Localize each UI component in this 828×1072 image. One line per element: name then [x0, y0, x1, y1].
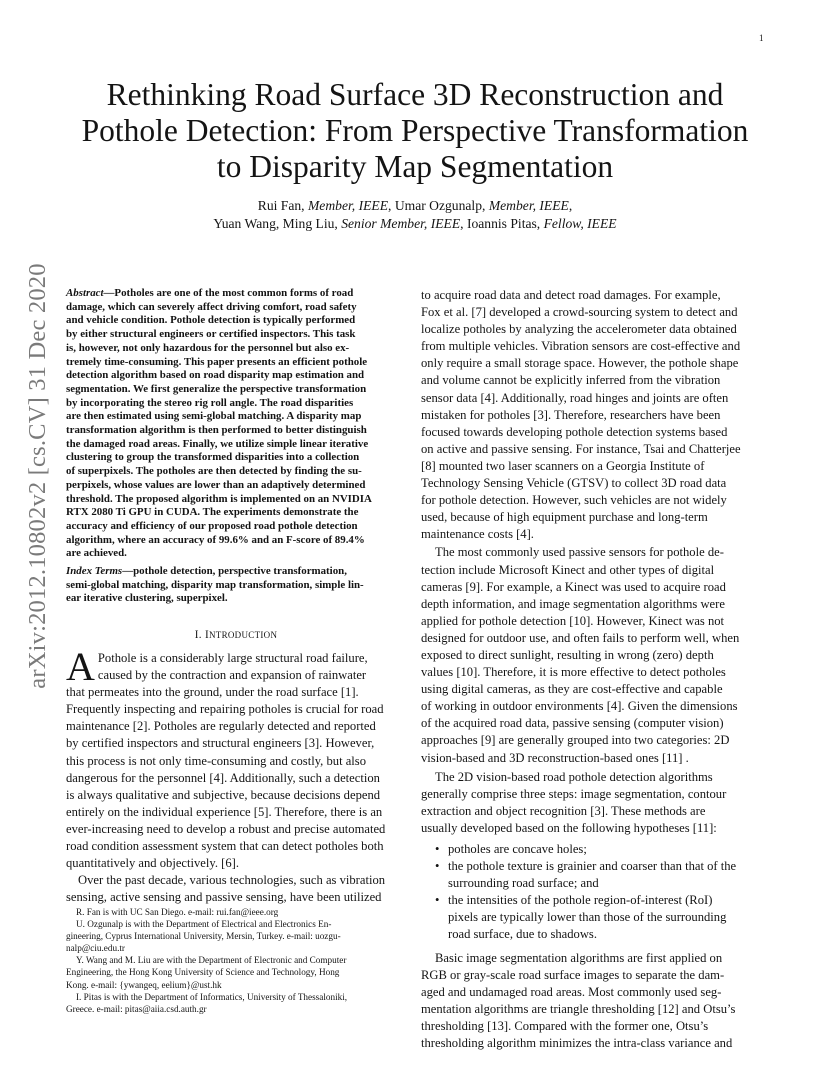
index-terms-line: semi-global matching, disparity map transformation, simple lin-: [66, 578, 364, 591]
list-item-line: pixels are typically lower than those of the surrounding: [448, 910, 727, 925]
author-line-1: [40, 197, 790, 215]
footnote-line: nalp@ciu.edu.tr: [66, 943, 125, 954]
abstract-line: of superpixels. The potholes are then detected by finding the su-: [66, 465, 362, 478]
paragraph: [421, 769, 763, 837]
body-line: only require a small storage space. However, the pothole shape: [421, 356, 739, 371]
abstract-line: are then estimated using semi-global matching. A disparity map: [66, 410, 362, 423]
intro-line: caused by the contraction and expansion of rainwater: [97, 668, 367, 683]
abstract-line: and vehicle condition. Pothole detection is typically performed: [66, 314, 356, 327]
footnote: [66, 954, 406, 990]
abstract-line: detection algorithm based on road disparity map estimation and: [66, 369, 365, 382]
abstract-line: [66, 287, 406, 301]
arxiv-identifier: arXiv:2012.10802v2 [cs.CV] 31 Dec 2020: [24, 263, 51, 689]
body-line: on active and passive sensing. For instance, Tsai and Chatterjee: [421, 441, 741, 456]
list-item-line: surrounding road surface; and: [448, 876, 599, 891]
footnote: [66, 906, 406, 918]
abstract-line: by either structural engineers or certified inspectors. This task: [66, 328, 356, 341]
intro-line: road condition assessment system that can detect potholes both: [66, 839, 384, 854]
body-line: The 2D vision-based road pothole detection algorithms: [435, 769, 713, 784]
paragraph: [421, 544, 763, 766]
title-line: to Disparity Map Segmentation: [216, 149, 614, 184]
index-terms-text: —pothole detection, perspective transformation,: [122, 565, 347, 577]
footnote-line: Y. Wang and M. Liu are with the Department of Electronic and Computer: [76, 955, 347, 966]
list-item: [421, 892, 763, 943]
section-title-rest: NTRODUCTION: [208, 630, 278, 640]
author-membership: Fellow, IEEE: [543, 216, 617, 231]
abstract-line: transformation algorithm is then performed to better distinguish: [66, 424, 367, 437]
intro-line: Pothole is a considerably large structural road failure,: [97, 651, 368, 665]
paragraph: [421, 287, 763, 543]
author-names: Rui Fan,: [257, 198, 308, 213]
index-terms: [66, 565, 406, 606]
body-line: thresholding algorithm minimizes the intra-class variance and: [421, 1036, 733, 1051]
body-line: of working in outdoor environments [4]. Given the dimensions: [421, 699, 738, 714]
abstract-line: is, however, not only hazardous for the personnel but also ex-: [66, 341, 350, 354]
index-terms-label: Index Terms: [66, 565, 123, 577]
intro-line: maintenance [2]. Potholes are regularly detected and reported: [66, 719, 376, 734]
abstract-line: algorithm, where an accuracy of 99.6% and an F-score of 89.4%: [66, 533, 365, 546]
abstract-line: are achieved.: [66, 547, 127, 560]
abstract: [66, 287, 406, 561]
abstract-line: damage, which can severely affect driving comfort, road safety: [66, 300, 357, 313]
intro-line: sensing, active sensing and passive sensing, have been utilized: [66, 890, 382, 905]
abstract-line: tremely time-consuming. This paper presents an efficient pothole: [66, 355, 368, 368]
abstract-text: —Potholes are one of the most common forms of road: [103, 287, 354, 299]
body-line: and volume cannot be explicitly inferred from the vibration: [421, 373, 721, 388]
left-column: [66, 287, 406, 1014]
footnotes: [66, 906, 406, 1015]
intro-line: quantitatively and objectively. [6].: [66, 856, 239, 871]
body-line: used, because of high equipment purchase and long-term: [421, 510, 708, 525]
body-line: Technology Sensing Vehicle (GTSV) to collect 3D road data: [421, 476, 727, 491]
abstract-label: Abstract: [66, 287, 104, 299]
body-line: generally comprise three steps: image segmentation, contour: [421, 786, 727, 801]
body-line: mentation algorithms are triangle thresholding [12] and Otsu’s: [421, 1001, 736, 1016]
page-number: 1: [759, 33, 764, 43]
body-line: cameras [9]. For example, a Kinect was used to acquire road: [421, 579, 726, 594]
list-item-line: road surface, due to shadows.: [448, 927, 597, 942]
body-line: extraction and object recognition [3]. These methods are: [421, 803, 706, 818]
list-item: [421, 841, 763, 858]
introduction-text: [66, 644, 406, 906]
index-terms-line: [66, 565, 406, 579]
author-membership: Senior Member, IEEE: [341, 216, 461, 231]
drop-cap: A: [66, 644, 95, 689]
intro-line: entirely on the individual experience [5]. Therefore, there is an: [66, 804, 383, 819]
body-line: exposed to direct sunlight, resulting in wrong (zero) depth: [421, 647, 714, 662]
list-item-line: • the intensities of the pothole region-of-interest (RoI): [448, 893, 713, 908]
paragraph: [421, 950, 763, 1053]
intro-line: this process is not only time-consuming and costly, but also: [66, 753, 367, 768]
footnote-line: Engineering, the Hong Kong University of Science and Technology, Hong: [66, 967, 340, 978]
body-line: of the acquired road data, passive sensing (computer vision): [421, 716, 724, 731]
list-item: [421, 858, 763, 892]
body-line: mistaken for potholes [3]. Therefore, researchers have been: [421, 407, 721, 422]
body-line: applied for pothole detection [10]. However, Kinect was not: [421, 613, 725, 628]
intro-line: that permeates into the ground, under the road surface [1].: [66, 685, 359, 700]
body-line: localize potholes by analyzing the accelerometer data obtained: [421, 322, 737, 337]
abstract-line: accuracy and efficiency of our proposed road pothole detection: [66, 519, 358, 532]
body-line: designed for outdoor use, and often fails to perform well, when: [421, 630, 740, 645]
body-line: for pothole detection. However, such vehicles are not widely: [421, 493, 727, 508]
body-line: aged and undamaged road areas. Most commonly used seg-: [421, 984, 722, 999]
footnote: [66, 918, 406, 954]
body-line: maintenance costs [4].: [421, 527, 534, 542]
list-item-line: • the pothole texture is grainier and coarser than that of the: [448, 859, 737, 874]
author-names: Yuan Wang, Ming Liu,: [213, 216, 342, 231]
right-column: [421, 287, 763, 1052]
intro-line: by certified inspectors and structural engineers [3]. However,: [66, 736, 375, 751]
body-line: Fox et al. [7] developed a crowd-sourcing system to detect and: [421, 305, 738, 320]
hypotheses-list: [421, 841, 763, 944]
list-item-line: • potholes are concave holes;: [448, 842, 587, 856]
footnote-line: gineering, Cyprus International University, Mersin, Turkey. e-mail: uozgu-: [66, 931, 341, 942]
index-terms-line: ear iterative clustering, superpixel.: [66, 592, 228, 605]
body-line: thresholding [13]. Compared with the former one, Otsu’s: [421, 1018, 709, 1033]
author-membership: Member, IEEE: [488, 198, 569, 213]
footnote-line: U. Ozgunalp is with the Department of Electrical and Electronics En-: [76, 919, 332, 930]
body-line: tection include Microsoft Kinect and other types of digital: [421, 562, 715, 577]
body-line: vision-based and 3D reconstruction-based ones [11] .: [421, 750, 689, 765]
author-list: [40, 197, 790, 233]
body-line: RGB or gray-scale road surface images to separate the dam-: [421, 967, 725, 982]
body-line: [8] mounted two laser scanners on a Georgia Institute of: [421, 458, 705, 473]
intro-line: ever-increasing need to develop a robust and precise automated: [66, 821, 386, 836]
body-line: The most commonly used passive sensors for pothole de-: [435, 545, 724, 560]
abstract-line: clustering to group the transformed disparities into a collection: [66, 451, 360, 464]
author-membership: Member, IEEE: [307, 198, 389, 213]
abstract-line: by incorporating the stereo rig roll angle. The road disparities: [66, 396, 354, 409]
body-line: focused towards developing pothole detection systems based: [421, 424, 728, 439]
title-line: Rethinking Road Surface 3D Reconstruction and: [106, 77, 724, 112]
body-line: depth information, and image segmentation algorithms were: [421, 596, 725, 611]
body-line: Basic image segmentation algorithms are first applied on: [435, 950, 723, 965]
abstract-line: RTX 2080 Ti GPU in CUDA. The experiments demonstrate the: [66, 506, 359, 519]
author-names: , Ioannis Pitas,: [460, 216, 544, 231]
body-line: from multiple vehicles. Vibration sensors are cost-effective and: [421, 339, 741, 354]
abstract-line: threshold. The proposed algorithm is implemented on an NVIDIA: [66, 492, 372, 505]
section-heading-introduction: [66, 629, 406, 641]
footnote-line: Greece. e-mail: pitas@aiia.csd.auth.gr: [66, 1003, 207, 1014]
footnote-line: R. Fan is with UC San Diego. e-mail: rui.fan@ieee.org: [76, 907, 279, 917]
intro-line: Frequently inspecting and repairing potholes is crucial for road: [66, 702, 384, 717]
paper-title: [40, 77, 790, 185]
intro-line: is always qualitative and subjective, because decisions depend: [66, 787, 381, 802]
abstract-line: perpixels, whose values are lower than an adaptively determined: [66, 478, 366, 491]
body-line: using digital cameras, as they are cost-effective and capable: [421, 682, 723, 697]
body-line: sensor data [4]. Additionally, road hinges and joints are often: [421, 390, 729, 405]
footnote-line: I. Pitas is with the Department of Informatics, University of Thessaloniki,: [76, 991, 348, 1002]
intro-line: Over the past decade, various technologies, such as vibration: [78, 873, 386, 888]
body-line: usually developed based on the following hypotheses [11]:: [421, 820, 717, 835]
section-initial: I: [204, 629, 209, 641]
abstract-line: segmentation. We first generalize the perspective transformation: [66, 382, 367, 395]
author-line-2: [40, 215, 790, 233]
abstract-line: the damaged road areas. Finally, we utilize simple linear iterative: [66, 437, 369, 450]
author-punctuation: ,: [568, 198, 573, 213]
title-line: Pothole Detection: From Perspective Transformation: [81, 113, 749, 148]
section-numeral: I.: [194, 629, 205, 641]
body-line: to acquire road data and detect road damages. For example,: [421, 288, 721, 302]
footnote-line: Kong. e-mail: {ywangeq, eelium}@ust.hk: [66, 979, 222, 990]
body-line: approaches [9] are generally grouped into two categories: 2D: [421, 733, 730, 748]
intro-line: dangerous for the personnel [4]. Additionally, such a detection: [66, 770, 380, 785]
footnote: [66, 991, 406, 1015]
body-line: values [10]. Therefore, it is more effective to detect potholes: [421, 665, 726, 680]
author-names: , Umar Ozgunalp,: [388, 198, 489, 213]
